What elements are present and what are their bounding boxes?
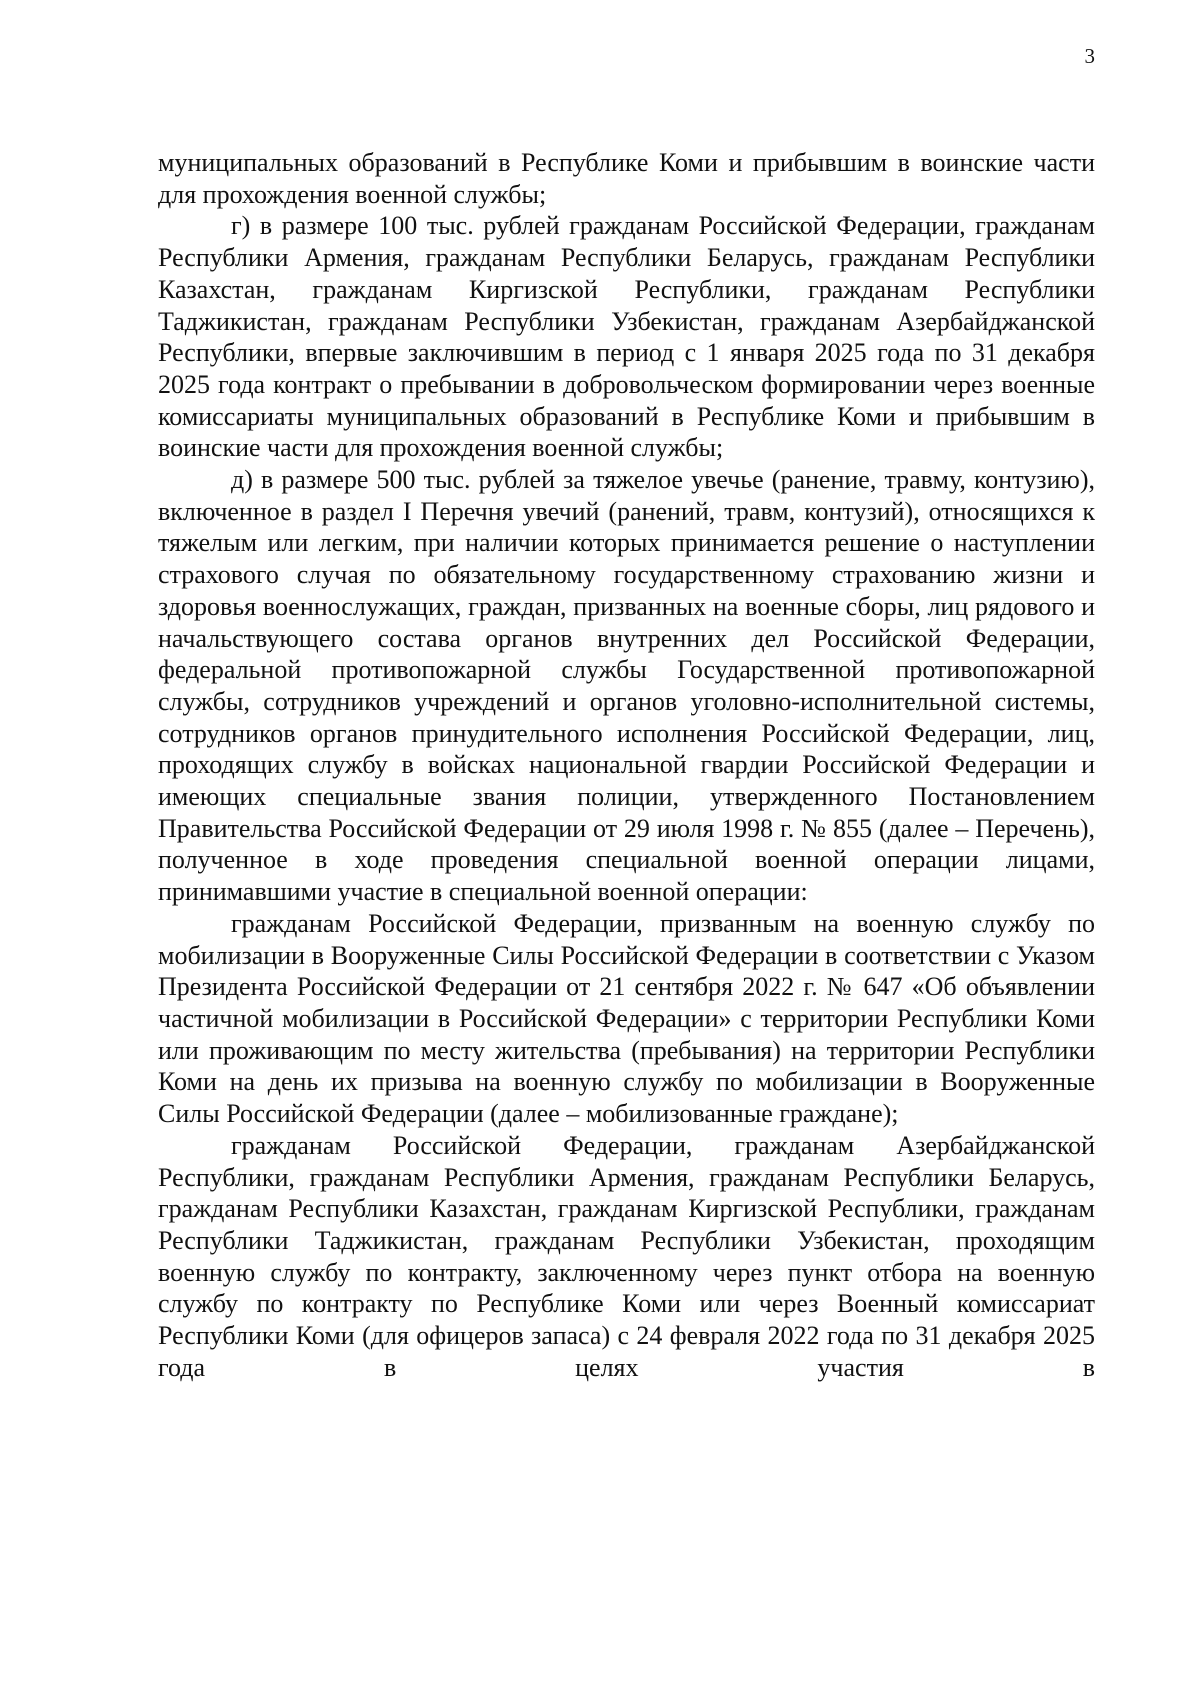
paragraph-mobilized-citizens: гражданам Российской Федерации, призванным на военную службу по мобилизации в Вооруженные Силы Российской Федерации в соответствии с Указом Президента Российской Федерации от 21 сентября 2022 г. № 647 «Об объявлении частичной мобилизации в Российской Федерации» с территории Республики Коми или проживающим по месту жительства (пребывания) на территории Республики Коми на день их призыва на военную службу по мобилизации в Вооруженные Силы Российской Федерации (далее – мобилизованные граждане);: [158, 908, 1095, 1129]
paragraph-continuation: муниципальных образований в Республике Коми и прибывшим в воинские части для прохождения военной службы;: [158, 148, 1095, 209]
page-number: 3: [1084, 44, 1095, 68]
paragraph-contract-servicemen: гражданам Российской Федерации, гражданам Азербайджанской Республики, гражданам Республики Армения, гражданам Республики Беларусь, гражданам Республики Казахстан, гражданам Киргизской Республики, гражданам Республики Таджикистан, гражданам Республики Узбекистан, проходящим военную службу по контракту, заключенному через пункт отбора на военную службу по контракту по Республике Коми или через Военный комиссариат Республики Коми (для офицеров запаса) с 24 февраля 2022 года по 31 декабря 2025 года в целях участия в: [158, 1130, 1095, 1382]
paragraph-item-g: г) в размере 100 тыс. рублей гражданам Российской Федерации, гражданам Республики Армения, гражданам Республики Беларусь, гражданам Республики Казахстан, гражданам Киргизской Республики, гражданам Республики Таджикистан, гражданам Республики Узбекистан, гражданам Азербайджанской Республики, впервые заключившим в период с 1 января 2025 года по 31 декабря 2025 года контракт о пребывании в добровольческом формировании через военные комиссариаты муниципальных образований в Республике Коми и прибывшим в воинские части для прохождения военной службы;: [158, 211, 1095, 463]
paragraph-item-d: д) в размере 500 тыс. рублей за тяжелое увечье (ранение, травму, контузию), включенное в раздел I Перечня увечий (ранений, травм, контузий), относящихся к тяжелым или легким, при наличии которых принимается решение о наступлении страхового случая по обязательному государственному страхованию жизни и здоровья военнослужащих, граждан, призванных на военные сборы, лиц рядового и начальствующего состава органов внутренних дел Российской Федерации, федеральной противопожарной службы Государственной противопожарной службы, сотрудников учреждений и органов уголовно-исполнительной системы, сотрудников органов принудительного исполнения Российской Федерации, лиц, проходящих службу в войсках национальной гвардии Российской Федерации и имеющих специальные звания полиции, утвержденного Постановлением Правительства Российской Федерации от 29 июля 1998 г. № 855 (далее – Перечень), полученное в ходе проведения специальной военной операции лицами, принимавшими участие в специальной военной операции:: [158, 465, 1095, 907]
document-body: [158, 147, 1095, 1383]
